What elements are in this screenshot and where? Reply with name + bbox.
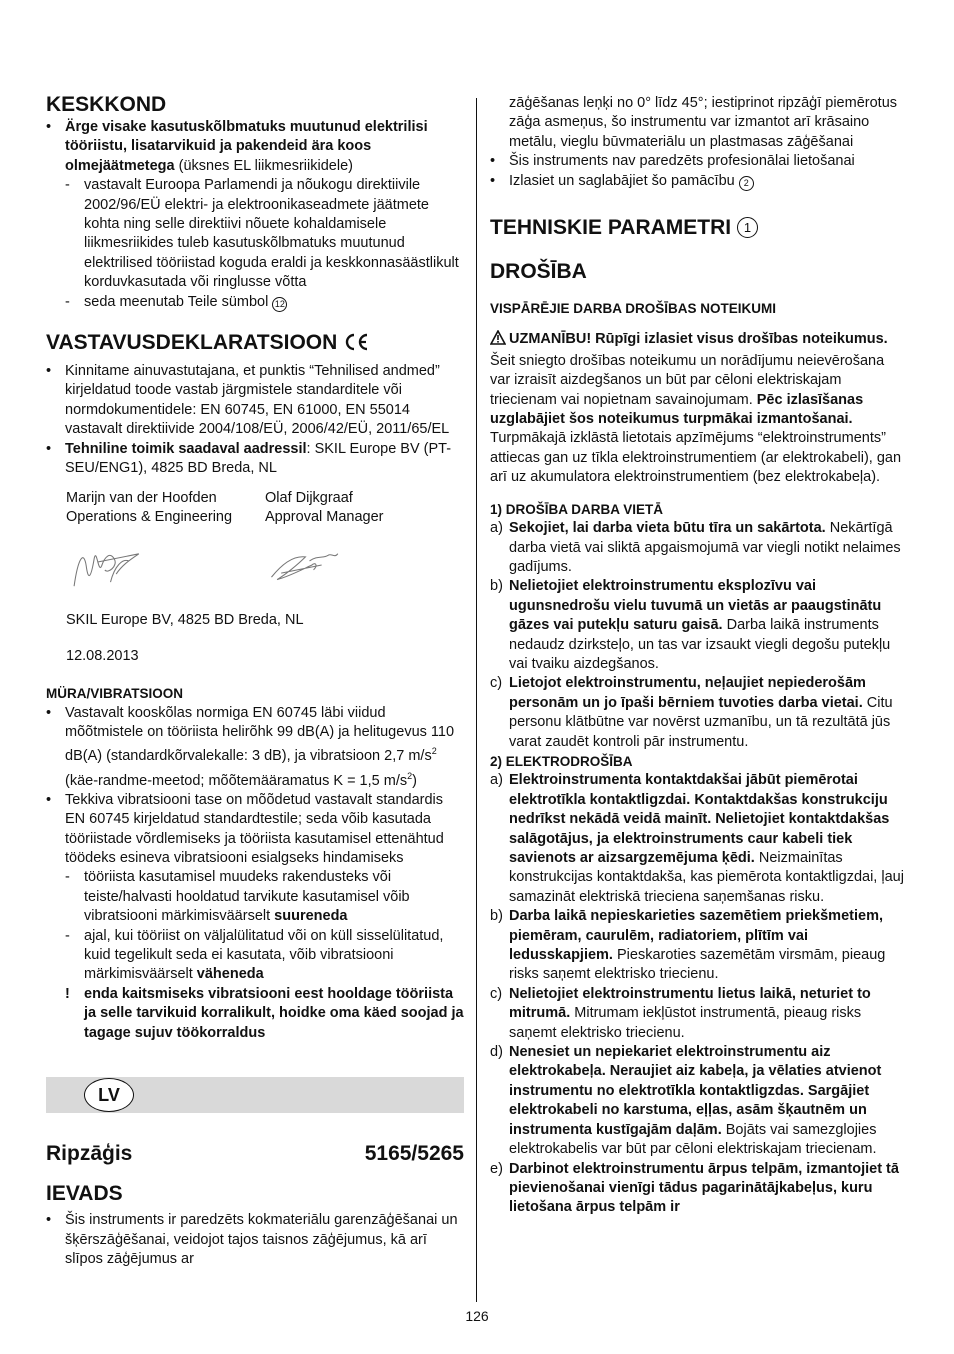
language-bar <box>46 1077 464 1113</box>
list-item: c) Nelietojiet elektroinstrumentu lietus laikā, neturiet to mitrumā. Mitrumam iekļūstot instrumentā, pieaug risks saņemt elektrisko triecienu. <box>490 985 871 1041</box>
declaration-date: 12.08.2013 <box>66 647 139 664</box>
product-code: 5165/5265 <box>364 1142 464 1166</box>
list-item: ! enda kaitsmiseks vibratsiooni eest hooldage tööriista ja selle tarvikuid korralikult, hoidke oma käed soojad ja tagage sujuv töökorraldus <box>65 985 464 1041</box>
signatures <box>66 535 464 605</box>
list-item: • Vastavalt kooskõlas normiga EN 60745 läbi viidud mõõtmistele on tööriista helirõhk 99 dB(A) ja helitugevus 110 dB(A) (standardkõrvalekalle: 3 dB), ja vibratsioon 2,7 $m/s^2$ (käe-randme-meetod; mõõtemääramatus K = 1,5 $m/s^2$) <box>46 704 455 789</box>
list-item: c) Lietojot elektroinstrumentu, neļaujiet nepiederošām personām un jo īpaši bērniem tuvoties darba vietai. Citu personu klātbūtne var novērst uzmanību, un tā rezultātā jūs varat zaudēt kontroli pār instrumentu. <box>490 675 893 750</box>
list-item: a) Elektroinstrumenta kontaktdakšai jābūt piemērotai elektrotīkla kontaktligzdai. Kontaktdakšas konstrukciju nedrīkst nekādā veidā mainīt. Nelietojiet kontaktdakšas salāgotājus, ja elektroinstruments caur kabeli tiek savienots ar aizsargzemējuma ķēdi. Neizmainītas konstrukcijas kontaktdakša, kas piemērota kontaktligzdai, ļauj samazināt elektriskā trieciena saņemšanas risku. <box>490 772 904 905</box>
list-item: • Šis instruments nav paredzēts profesionālai lietošanai <box>490 153 855 170</box>
list-s1 <box>490 519 908 752</box>
list-item: - seda meenutab Teile sümbol 12 <box>46 293 464 312</box>
list-item: d) Nenesiet un nepiekariet elektroinstrumentu aiz elektrokabeļa. Neraujiet aiz kabeļa, ja vēlaties atvienot instrumentu no elektrotīkla kontaktligzdas. Sargājiet elektrokabeli no karstuma, eļļas, asām šķautnēm un instrumenta kustīgajām daļām. Bojāts vai samezglojies elektrokabelis var būt par cēloni elektriskajam triecienam. <box>490 1044 882 1158</box>
list-item: b) Nelietojiet elektroinstrumentu eksplozīvu vai ugunsnedrošu vielu tuvumā un vietās ar paaugstinātu gāzes vai putekļu saturu gaisā. Darba laikā instruments nedaudz dzirksteļo, un tas var izsaukt viegli degošu putekļu vai tvaiku aizdegšanos. <box>490 578 891 672</box>
list-item: - vastavalt Euroopa Parlamendi ja nõukogu direktiivile 2002/96/EÜ elektri- ja elektroonikaseadmete jäätmete kohta ning selle direktiivi nõuete kohaldamisele liikmesriikides tuleb kasutuskõlbmatuks muutunud elektrilised tööriistad koguda eraldi ja keskkonnasäästlikult korduvkasutada või ringlusse võtta <box>65 177 459 291</box>
subsection-title-visp: VISPĀRĒJIE DARBA DROŠĪBAS NOTEIKUMI <box>490 301 777 317</box>
section-title-tehniskie: TEHNISKIE PARAMETRI 1 <box>490 215 908 241</box>
symbol-ref: 12 <box>272 297 287 312</box>
signature-1-icon <box>66 535 155 605</box>
symbol-ref: 2 <box>739 176 754 191</box>
list-item: a) Sekojiet, lai darba vieta būtu tīra un sakārtota. Nekārtīgā darba vietā vai sliktā apgaismojumā var viegli notikt nelaimes gadījums. <box>490 520 901 575</box>
continued-text: zāģēšanas leņķi no 0° līdz 45°; iestiprinot ripzāģī piemērotus zāģa asmeņus, šo instrumentu var izmantot arī krāsaino metālu, vieglu būvmateriālu un plastmasas zāģēšanai <box>509 95 898 150</box>
section-title-ievads: IEVADS <box>46 1182 123 1206</box>
list-item: b) Darba laikā nepieskarieties sazemētiem priekšmetiem, piemēram, caurulēm, radiatoriem, plītīm vai ledusskapjiem. Pieskaroties sazemētām virsmām, pieaug risks saņemt elektrisko triecienu. <box>490 908 886 983</box>
list-item: - ajal, kui tööriist on väljalülitatud või on küll sisselülitatud, kuid tegelikult seda ei kasutata, võib vibratsiooni märkimisväärselt väheneda <box>65 927 444 983</box>
subsection-title-myra: MÜRA/VIBRATSIOON <box>46 686 183 702</box>
subsection-title-s1: 1) DROŠĪBA DARBA VIETĀ <box>490 501 664 517</box>
list-item: • Šis instruments ir paredzēts kokmateriālu garenzāģēšanai un šķērszāģēšanai, veidojot tajos taisnos zāģējumus, kā arī slīpos zāģējumus ar <box>46 1212 458 1267</box>
list-item: - tööriista kasutamisel muudeks rakendusteks või teiste/halvasti hooldatud tarvikute kasutamisel võib vibratsiooni märkimisväärselt suureneda <box>65 869 410 925</box>
product-header <box>46 1141 464 1167</box>
product-name: Ripzāģis <box>46 1142 133 1166</box>
section-title-drosiba: DROŠĪBA <box>490 260 587 284</box>
language-badge: LV <box>84 1078 134 1112</box>
warning-triangle-icon <box>490 330 506 351</box>
list-item: • Ärge visake kasutuskõlbmatuks muutunud elektrilisi tööriistu, lisatarvikuid ja pakendeid ära koos olmejäätmetega (üksnes EL liikmesriikidele) <box>46 119 428 174</box>
list-item: • Izlasiet un saglabājiet šo pamācību 2 <box>490 172 908 191</box>
symbol-ref: 1 <box>737 217 758 238</box>
section-title-vastavus: VASTAVUSDEKLARATSIOON <box>46 330 464 358</box>
warning-paragraph: UZMANĪBU! Rūpīgi izlasiet visus drošības noteikumus. Šeit sniegto drošības noteikumu un norādījumu neievērošana var izraisīt aizdegšanos un būt par cēloni elektriskajam triecienam vai nopietnam savainojumam. Pēc izlasīšanas uzglabājiet šos noteikumus turpmākai izmantošanai. Turpmākajā izklāstā lietotais apzīmējums “elektroinstruments” attiecas gan uz tīkla elektroinstrumentiem (ar elektrokabeli), gan arī uz akumulatora elektroinstrumentiem (bez elektrokabeļa). <box>490 331 902 486</box>
ce-mark-icon <box>343 332 369 358</box>
page-number: 126 <box>465 1308 489 1324</box>
company-address: SKIL Europe BV, 4825 BD Breda, NL <box>66 612 304 629</box>
right-column <box>490 94 908 1218</box>
list-s2 <box>490 771 908 1217</box>
section-title-keskkond: KESKKOND <box>46 93 167 116</box>
list-item: • Tekkiva vibratsiooni tase on mõõdetud vastavalt standardis EN 60745 kirjeldatud standardtestile; seda võib kasutada tööriistade võrdlemiseks ja tööriista kasutamisel ettenähtud töödeks esineva vibratsiooni esialgseks hindamiseks <box>46 791 444 867</box>
list-item: • Tehniline toimik saadaval aadressil: SKIL Europe BV (PT-SEU/ENG1), 4825 BD Breda, NL <box>46 440 452 477</box>
left-column <box>46 92 464 1269</box>
subsection-title-s2: 2) ELEKTRODROŠĪBA <box>490 753 633 769</box>
signature-2-icon <box>265 535 354 595</box>
list-item: e) Darbinot elektroinstrumentu ārpus telpām, izmantojiet tā pievienošanai vienīgi tādus pagarinātājkabeļus, kuru lietošana ārpus telpām ir <box>490 1160 899 1216</box>
column-divider <box>476 98 477 1302</box>
list-item: • Kinnitame ainuvastutajana, et punktis “Tehnilised andmed” kirjeldatud toode vastab järgmistele standarditele või normdokumentidele: EN 60745, EN 61000, EN 55014 vastavalt direktiivide 2004/108/EÜ, 2006/42/EÜ, 2011/65/EL <box>46 363 450 438</box>
signatories: Marijn van der Hoofden Operations & Engineering Olaf Dijkgraaf Approval Manager <box>66 489 384 525</box>
